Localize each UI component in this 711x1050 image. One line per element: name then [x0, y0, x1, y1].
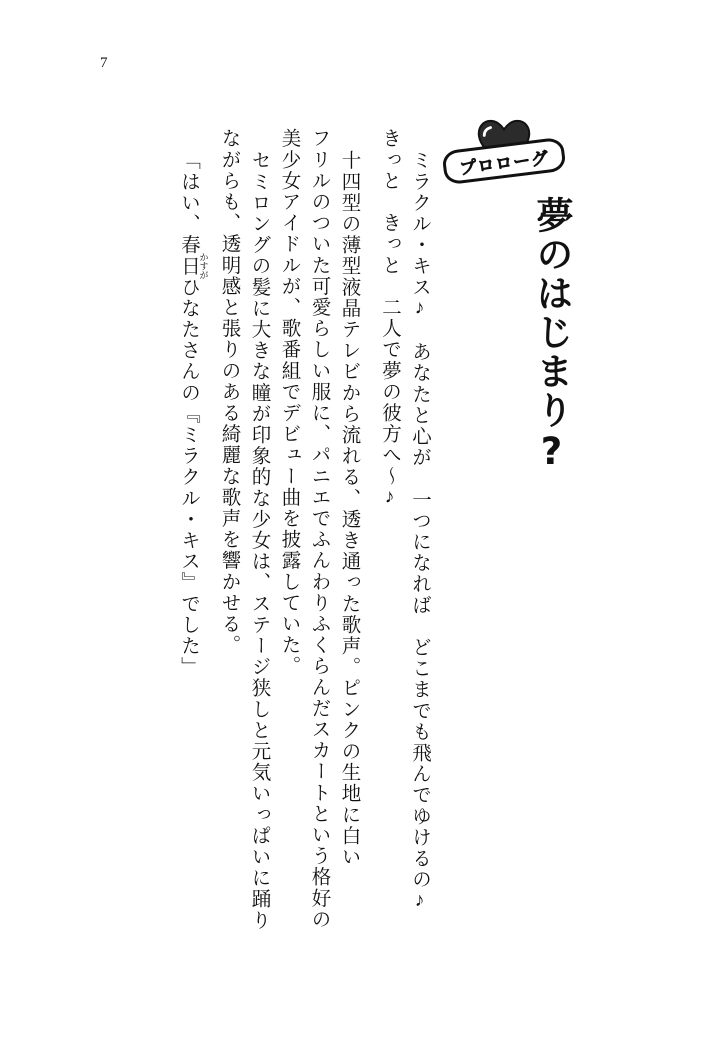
ruby-annotation: 日 かすが: [178, 252, 209, 280]
body-line: フリルのついた可愛らしい服に、パニエでふんわりふくらんだスカートという格好の: [308, 128, 330, 930]
page-title: 夢のはじまり?: [530, 196, 573, 475]
page-number: 7: [100, 55, 108, 71]
body-line: セミロングの髪に大きな瞳が印象的な少女は、ステージ狭しと元気いっぱいに踊り: [248, 150, 270, 931]
prologue-ribbon: [441, 137, 566, 186]
prologue-label: プロローグ: [458, 148, 551, 179]
body-line: きっと きっと 二人で夢の彼方へ～♪: [379, 128, 400, 510]
body-line: ミラクル・キス♪ あなたと心が 一つになれば どこまでも飛んでゆけるの♪: [409, 150, 430, 913]
body-line: 十四型の薄型液晶テレビから流れる、透き通った歌声。ピンクの生地に白い: [338, 150, 360, 868]
body-text: [92, 128, 429, 990]
body-line: ながらも、透明感と張りのある綺麗な歌声を響かせる。: [218, 128, 240, 656]
body-line: 美少女アイドルが、歌番組でデビュー曲を披露していた。: [278, 128, 300, 677]
prologue-badge: [449, 118, 559, 198]
body-line: 「はい、春日 かすがひなたさんの『ミラクル・キス』でした」: [178, 150, 209, 678]
